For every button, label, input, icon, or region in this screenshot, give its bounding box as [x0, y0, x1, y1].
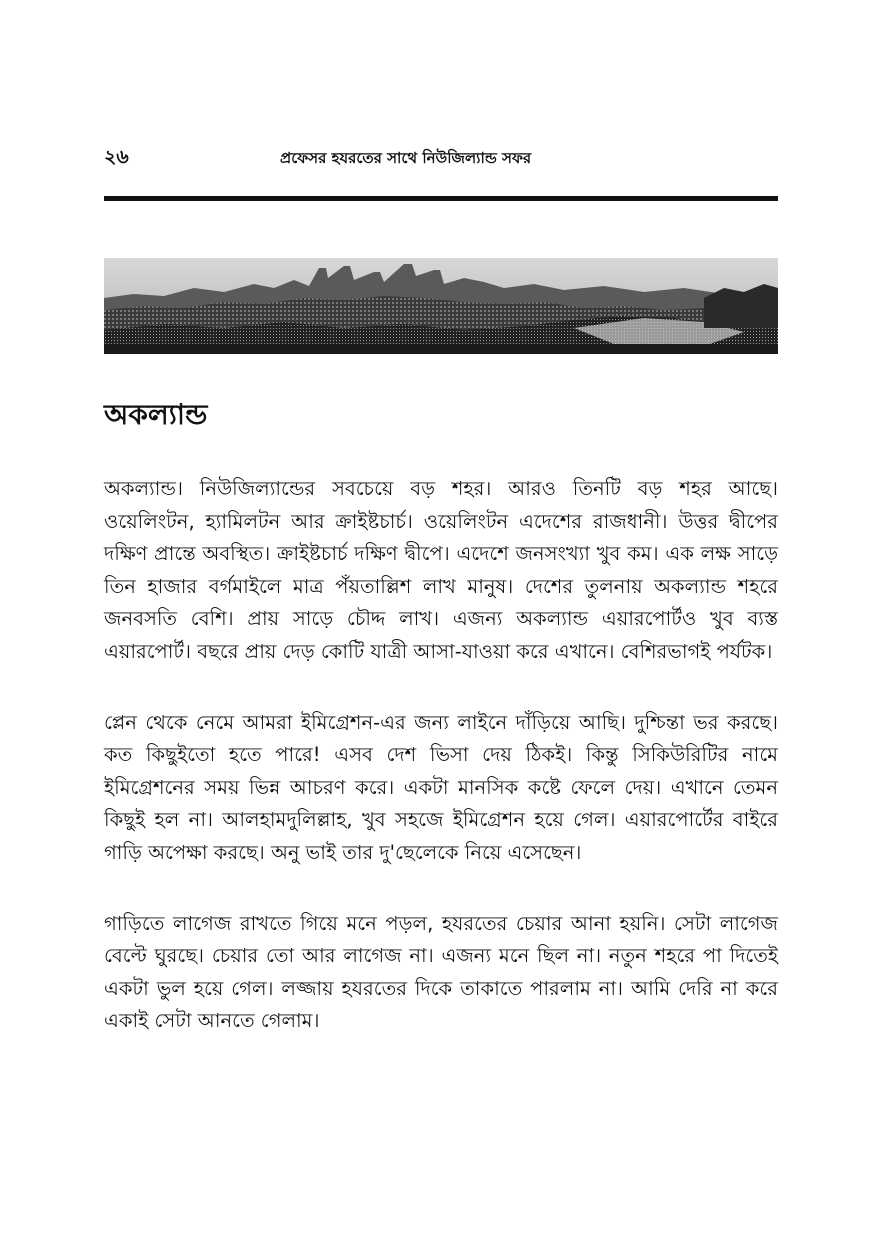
body-text	[104, 473, 778, 1076]
city-banner-image	[104, 258, 778, 354]
header-rule	[104, 196, 778, 201]
running-title: প্রফেসর হযরতের সাথে নিউজিল্যান্ড সফর	[280, 149, 532, 167]
paragraph: অকল্যান্ড। নিউজিল্যান্ডের সবচেয়ে বড় শহর। আরও তিনটি বড় শহর আছে। ওয়েলিংটন, হ্যামিলটন আর ক্রাইষ্টচার্চ। ওয়েলিংটন এদেশের রাজধানী। উত্তর দ্বীপের দক্ষিণ প্রান্তে অবস্থিত। ক্রাইষ্টচার্চ দক্ষিণ দ্বীপে। এদেশে জনসংখ্যা খুব কম। এক লক্ষ সাড়ে তিন হাজার বর্গমাইলে মাত্র পঁয়তাল্লিশ লাখ মানুষ। দেশের তুলনায় অকল্যান্ড শহরে জনবসতি বেশি। প্রায় সাড়ে চৌদ্দ লাখ। এজন্য অকল্যান্ড এয়ারপোর্টও খুব ব্যস্ত এয়ারপোর্ট। বছরে প্রায় দেড় কোটি যাত্রী আসা-যাওয়া করে এখানে। বেশিরভাগই পর্যটক।	[104, 477, 778, 663]
section-heading: অকল্যান্ড	[104, 398, 208, 431]
paragraph: গাড়িতে লাগেজ রাখতে গিয়ে মনে পড়ল, হযরতের চেয়ার আনা হয়নি। সেটা লাগেজ বেল্টে ঘুরছে। চেয়ার তো আর লাগেজ না। এজন্য মনে ছিল না। নতুন শহরে পা দিতেই একটা ভুল হয়ে গেল। লজ্জায় হযরতের দিকে তাকাতে পারলাম না। আমি দেরি না করে একাই সেটা আনতে গেলাম।	[104, 911, 778, 1033]
paragraph: প্লেন থেকে নেমে আমরা ইমিগ্রেশন-এর জন্য লাইনে দাঁড়িয়ে আছি। দুশ্চিন্তা ভর করছে। কত কিছুইতো হতে পারে! এসব দেশ ভিসা দেয় ঠিকই। কিন্তু সিকিউরিটির নামে ইমিগ্রেশনের সময় ভিন্ন আচরণ করে। একটা মানসিক কষ্টে ফেলে দেয়। এখানে তেমন কিছুই হল না। আলহামদুলিল্লাহ, খুব সহজে ইমিগ্রেশন হয়ে গেল। এয়ারপোর্টের বাইরে গাড়ি অপেক্ষা করছে। অনু ভাই তার দু'ছেলেকে নিয়ে এসেছেন।	[104, 710, 778, 864]
page-number: ২৬	[104, 146, 129, 168]
